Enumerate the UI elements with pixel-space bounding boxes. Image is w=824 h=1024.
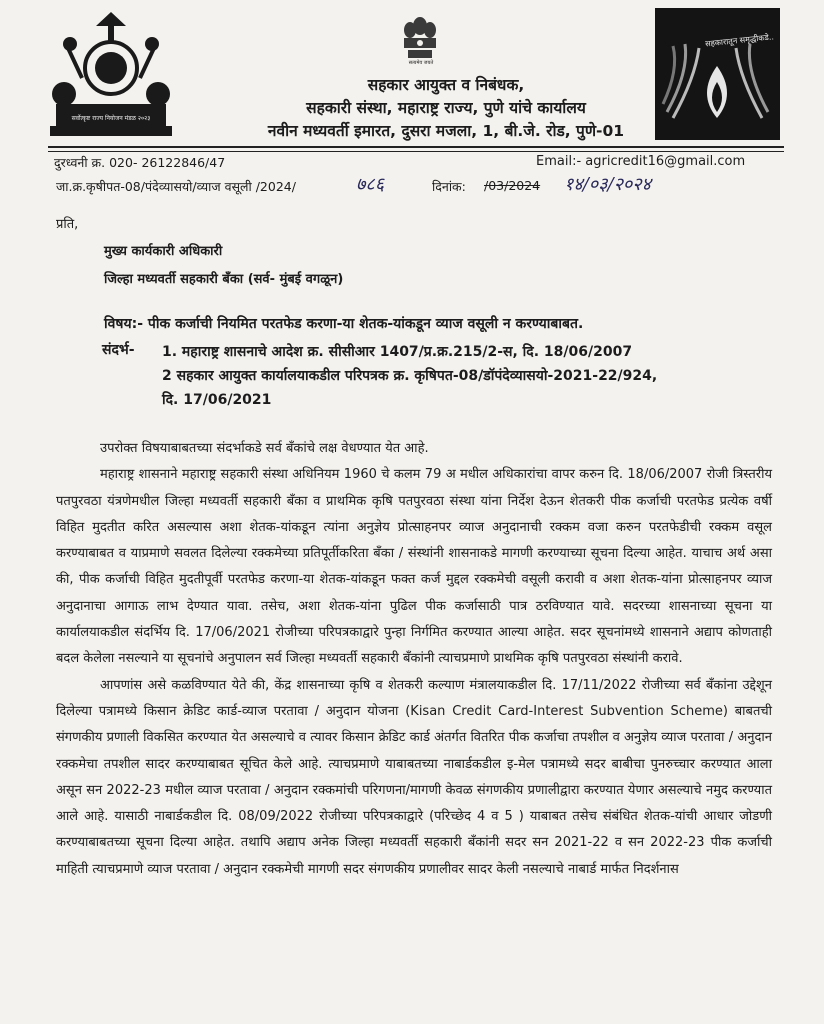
header-divider	[48, 146, 784, 148]
email-address: Email:- agricredit16@gmail.com	[536, 154, 746, 169]
outward-number: जा.क्र.कृषीपत-08/पंदेव्यासयो/व्याज वसूली /2024/	[56, 179, 296, 194]
office-line-1: सहकार आयुक्त व निबंधक,	[367, 76, 525, 94]
office-address-block	[236, 74, 656, 143]
reference-item-2: 2 सहकार आयुक्त कार्यालयाकडील परिपत्रक क्र. कृषिपत-08/डॉपंदेव्यासयो-2021-22/924,	[162, 368, 658, 384]
cooperation-department-logo	[48, 8, 174, 140]
addressee-line-2: जिल्हा मध्यवर्ती सहकारी बँका (सर्व- मुंबई वगळून)	[104, 272, 344, 287]
header-divider-thin	[48, 151, 784, 152]
date-label: दिनांक:	[432, 179, 466, 194]
national-emblem-icon	[398, 12, 442, 64]
emblem-motto: सत्यमेव जयते	[408, 60, 434, 66]
sahakar-samruddhi-logo	[655, 8, 780, 140]
printed-date-struck: /03/2024	[484, 178, 541, 193]
references-list	[162, 340, 772, 412]
office-line-3: नवीन मध्यवर्ती इमारत, दुसरा मजला, 1, बी.जे. रोड, पुणे-01	[267, 122, 625, 140]
reference-item-3: दि. 17/06/2021	[162, 392, 272, 408]
letter-body	[56, 436, 772, 883]
handwritten-date: १४/०३/२०२४	[564, 174, 652, 195]
subject-line: विषय:- पीक कर्जाची नियमित परतफेड करणा-या शेतक-यांकडून व्याज वसूली न करण्याबाबत.	[104, 316, 584, 332]
salutation-prati: प्रति,	[56, 217, 79, 232]
body-paragraph-3: आपणांस असे कळविण्यात येते की, केंद्र शासनाच्या कृषि व शेतकरी कल्याण मंत्रालयाकडील दि. 17/11/2022 रोजीच्या सर्व बँकांना उद्देशून दिलेल्या पत्रामध्ये किसान क्रेडिट कार्ड-व्याज परतावा / अनुदान योजना (Kisan Credit Card-Interest Subvention Scheme) बाबतची संगणकीय प्रणाली विकसित करण्यात येत असल्याचे व त्यावर किसान क्रेडिट कार्ड अंतर्गत वितरित पीक कर्जाचा तपशील व अनुज्ञेय व्याज परतावा / अनुदान रक्कमेचा तपशील सादर करण्याबाबत सूचित केले आहे. त्याचप्रमाणे याबाबतच्या नाबार्डकडील इ-मेल पत्रामध्ये सदर बाबीचा पुनरुच्चार करण्यात आला असून सन 2022-23 मधील व्याज परतावा / अनुदान रक्कमांची परिगणना/मागणी केवळ संगणकीय प्रणालीद्वारा करण्यात येणार असल्याचे नमुद करण्यात आले आहे. यासाठी नाबार्डकडील दि. 08/09/2022 रोजीच्या परिपत्रकाद्वारे (परिच्छेद 4 व 5 ) याबाबत तसेच संबंधित शेतक-यांची आधार जोडणी करण्याबाबतच्या सूचना दिल्या आहेत. तथापि अद्याप अनेक जिल्हा मध्यवर्ती सहकारी बँकांनी सदर सन 2021-22 व सन 2022-23 पीक कर्जाची माहिती त्याचप्रमाणे व्याज परतावा / अनुदान रक्कमेची मागणी सदर संगणकीय प्रणालीवर सादर केली नसल्याचे नाबार्ड मार्फत निदर्शनास	[56, 677, 772, 877]
addressee-line-1: मुख्य कार्यकारी अधिकारी	[104, 244, 223, 259]
addressee-block	[104, 238, 343, 294]
office-line-2: सहकारी संस्था, महाराष्ट्र राज्य, पुणे यांचे कार्यालय	[306, 99, 586, 117]
body-paragraph-2: महाराष्ट्र शासनाने महाराष्ट्र सहकारी संस्था अधिनियम 1960 चे कलम 79 अ मधील अधिकारांचा वापर करुन दि. 18/06/2007 रोजी त्रिस्तरीय पतपुरवठा यंत्रणेमधील जिल्हा मध्यवर्ती सहकारी बँका व प्राथमिक कृषि पतपुरवठा संस्था यांना निर्देश देऊन शेतकरी पीक कर्जाची परतफेड प्रत्येक वर्षी विहित मुदतीत करित असल्यास अशा शेतक-यांकडून त्यांना अनुज्ञेय प्रोत्साहनपर व्याज अनुदानाची रक्कम वजा करुन परतफेडीची रक्कम वसूल करण्याबाबत व याप्रमाणे सवलत दिलेल्या रक्कमेच्या प्रतिपूर्तीकरिता बँका / संस्थांनी शासनाकडे मागणी करण्याच्या सूचना दिल्या आहेत. याचाच अर्थ असा की, पीक कर्जाची विहित मुदतीपूर्वी परतफेड करणा-या शेतक-यांकडून फक्त कर्ज मुद्दल रक्कमेची वसूली करावी व अशा शेतक-यांना प्रोत्साहनपर व्याज अनुदानाचा आगाऊ लाभ देण्यात यावा. तसेच, अशा शेतक-यांना पुढिल पीक कर्जासाठी पात्र ठरविण्यात यावे. सदरच्या शासनाच्या सूचना या कार्यालयाकडील संदर्भिय दि. 17/06/2021 रोजीच्या परिपत्रकाद्वारे पुन्हा निर्गमित करण्यात आल्या आहेत. सदर सूचनांमध्ये शासनाने अद्याप कोणताही बदल केलेला नसल्याने या सूचनांचे अनुपालन सर्व जिल्हा मध्यवर्ती सहकारी बँकांनी त्याचप्रमाणे प्राथमिक कृषि पतपुरवठा संस्थांनी करावे.	[56, 467, 772, 667]
reference-item-1: 1. महाराष्ट्र शासनाचे आदेश क्र. सीसीआर 1407/प्र.क्र.215/2-स, दि. 18/06/2007	[162, 344, 633, 360]
handwritten-outward-number: ७८६	[356, 174, 385, 195]
phone-number: दुरध्वनी क्र. 020- 26122846/47	[54, 155, 226, 170]
references-label: संदर्भ-	[102, 342, 135, 358]
body-paragraph-1: उपरोक्त विषयाबाबतच्या संदर्भाकडे सर्व बँकांचे लक्ष वेधण्यात येत आहे.	[100, 441, 429, 456]
logo-tagline: सहकारातून समृद्धीकडे..	[704, 32, 775, 49]
logo-caption: सर्वोत्कृष्ट राज्य नियोजन मंडळ २०२३	[71, 115, 151, 122]
